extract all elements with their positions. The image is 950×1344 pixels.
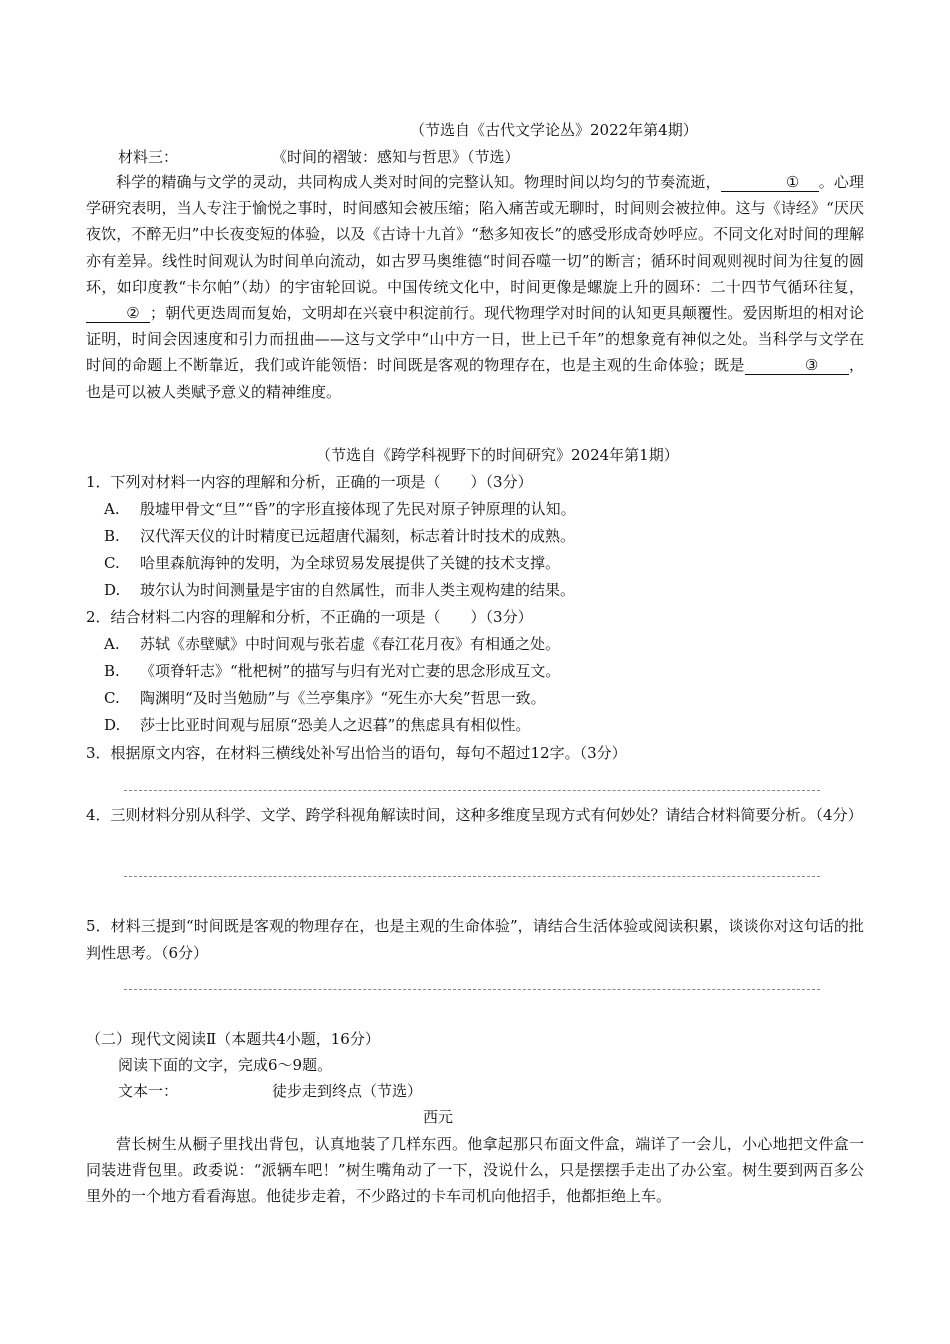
material3-text-c: ；朝代更迭周而复始，文明却在兴衰中积淀前行。现代物理学对时间的认知更具颠覆性。爱因斯坦的相对论证明，时间会因速度和引力而扭曲——这与文学中“山中方一日，世上已千年”的想象竟有神似之处。当科学与文学在时间的命题上不断靠近，我们或许能领悟：时间既是客观的物理存在，也是主观的生命体验；既是 bbox=[86, 304, 864, 375]
answer-line-q4[interactable] bbox=[124, 876, 820, 877]
question-2-option-a[interactable]: A. 苏轼《赤壁赋》中时间观与张若虚《春江花月夜》有相通之处。 bbox=[104, 635, 561, 653]
section-2-instruction: 阅读下面的文字，完成6～9题。 bbox=[118, 1056, 333, 1074]
text-1-body: 营长树生从橱子里找出背包，认真地装了几样东西。他拿起那只布面文件盒，端详了一会儿，小心地把文件盒一同装进背包里。政委说：“派辆车吧！”树生嘴角动了一下，没说什么，只是摆摆手走出了办公室。树生要到两百多公里外的一个地方看看海崽。他徒步走着，不少路过的卡车司机向他招手，他都拒绝上车。 bbox=[86, 1135, 864, 1206]
material3-title: 《时间的褶皱：感知与哲思》（节选） bbox=[272, 148, 520, 166]
question-4-stem: 4．三则材料分别从科学、文学、跨学科视角解读时间，这种多维度呈现方式有何妙处？请结合材料简要分析。（4分） bbox=[86, 806, 863, 824]
text-1-label: 文本一： bbox=[118, 1082, 179, 1100]
question-2-option-b[interactable]: B. 《项脊轩志》“枇杷树”的描写与归有光对亡妻的思念形成互文。 bbox=[104, 662, 561, 680]
question-2-option-d[interactable]: D. 莎士比亚时间观与屈原“恐美人之迟暮”的焦虑具有相似性。 bbox=[104, 716, 531, 734]
source-citation-top: （节选自《古代文学论丛》2022年第4期） bbox=[410, 121, 698, 139]
section-2-heading: （二）现代文阅读Ⅱ（本题共4小题，16分） bbox=[86, 1030, 380, 1048]
blank-3[interactable]: ③ bbox=[745, 356, 849, 375]
question-2-stem: 2．结合材料二内容的理解和分析，不正确的一项是（ ）（3分） bbox=[86, 608, 533, 626]
question-2-option-c[interactable]: C. 陶渊明“及时当勉励”与《兰亭集序》“死生亦大矣”哲思一致。 bbox=[104, 689, 546, 707]
question-1-stem: 1．下列对材料一内容的理解和分析，正确的一项是（ ）（3分） bbox=[86, 473, 533, 491]
material3-text-b: 。心理学研究表明，当人专注于愉悦之事时，时间感知会被压缩；陷入痛苦或无聊时，时间则会被拉伸。这与《诗经》“厌厌夜饮，不醉无归”中长夜变短的体验，以及《古诗十九首》“愁多知夜长”的感受形成奇妙呼应。不同文化对时间的理解亦有差异。线性时间观认为时间单向流动，如古罗马奥维德“时间吞噬一切”的断言；循环时间观则视时间为往复的圆环，如印度教“卡尔帕”（劫）的宇宙轮回说。中国传统文化中，时间更像是螺旋上升的圆环：二十四节气循环往复， bbox=[86, 173, 864, 296]
question-1-option-c[interactable]: C. 哈里森航海钟的发明，为全球贸易发展提供了关键的技术支撑。 bbox=[104, 554, 561, 572]
material3-source: （节选自《跨学科视野下的时间研究》2024年第1期） bbox=[316, 446, 679, 464]
answer-line-q5[interactable] bbox=[124, 989, 820, 990]
material3-paragraph bbox=[86, 169, 864, 405]
blank-1[interactable]: ① bbox=[737, 173, 819, 192]
answer-line-q3[interactable] bbox=[124, 790, 820, 791]
material3-label: 材料三： bbox=[118, 148, 179, 166]
text-1-title: 徒步走到终点（节选） bbox=[272, 1082, 423, 1100]
material3-text-d: ，也是可以被人类赋予意义的精神维度。 bbox=[86, 356, 864, 401]
question-1-option-a[interactable]: A. 殷墟甲骨文“旦”“昏”的字形直接体现了先民对原子钟原理的认知。 bbox=[104, 500, 576, 518]
question-5-stem: 5．材料三提到“时间既是客观的物理存在，也是主观的生命体验”，请结合生活体验或阅读积累，谈谈你对这句话的批判性思考。（6分） bbox=[86, 917, 864, 962]
question-1-option-d[interactable]: D. 玻尔认为时间测量是宇宙的自然属性，而非人类主观构建的结果。 bbox=[104, 581, 576, 599]
text-1-author: 西元 bbox=[423, 1108, 454, 1126]
material3-text-a: 科学的精确与文学的灵动，共同构成人类对时间的完整认知。物理时间以均匀的节奏流逝， bbox=[116, 173, 721, 191]
blank-1-lead bbox=[721, 173, 737, 192]
question-1-option-b[interactable]: B. 汉代浑天仪的计时精度已远超唐代漏刻，标志着计时技术的成熟。 bbox=[104, 527, 576, 545]
blank-2[interactable]: ② bbox=[86, 304, 150, 323]
question-3-stem: 3．根据原文内容，在材料三横线处补写出恰当的语句，每句不超过12字。（3分） bbox=[86, 744, 627, 762]
